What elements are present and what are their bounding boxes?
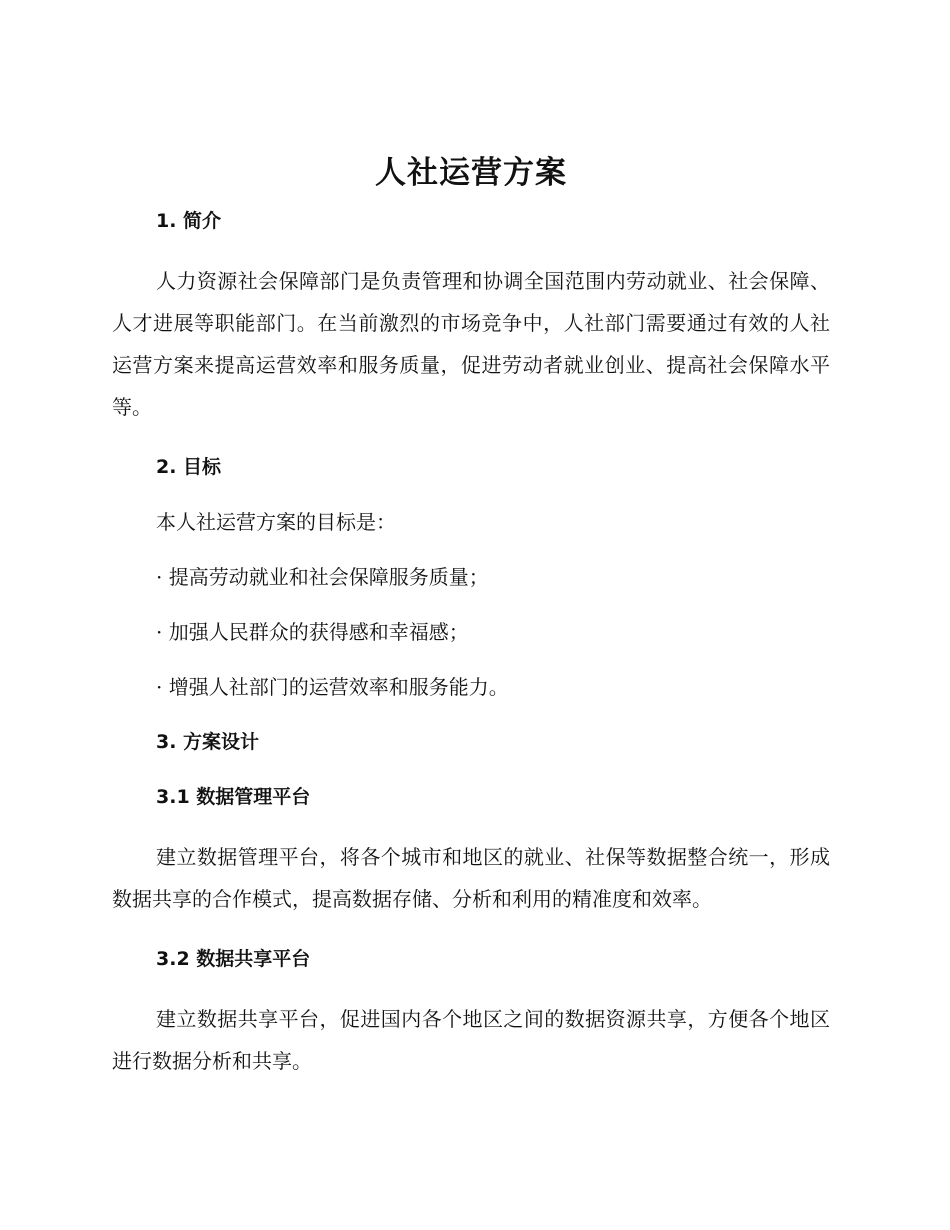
section-heading-intro: 1. 简介 <box>156 210 222 232</box>
document-title: 人社运营方案 <box>375 155 567 191</box>
document-body <box>112 148 830 1082</box>
goal-list-item: · 加强人民群众的获得感和幸福感； <box>156 620 469 644</box>
section-heading-goals: 2. 目标 <box>156 456 222 478</box>
data-sharing-paragraph: 建立数据共享平台，促进国内各个地区之间的数据资源共享，方便各个地区进行数据分析和共享。 <box>112 1007 830 1073</box>
subsection-heading-data-management: 3.1 数据管理平台 <box>156 786 311 808</box>
goal-list-item: · 提高劳动就业和社会保障服务质量； <box>156 565 489 589</box>
section-heading-design: 3. 方案设计 <box>156 731 260 753</box>
subsection-heading-data-sharing: 3.2 数据共享平台 <box>156 948 311 970</box>
goal-list-item: · 增强人社部门的运营效率和服务能力。 <box>156 675 509 699</box>
intro-paragraph: 人力资源社会保障部门是负责管理和协调全国范围内劳动就业、社会保障、人才进展等职能部门。在当前激烈的市场竞争中，人社部门需要通过有效的人社运营方案来提高运营效率和服务质量，促进劳动者就业创业、提高社会保障水平等。 <box>112 269 830 419</box>
goals-lead-text: 本人社运营方案的目标是： <box>156 510 396 534</box>
data-management-paragraph: 建立数据管理平台，将各个城市和地区的就业、社保等数据整合统一，形成数据共享的合作模式，提高数据存储、分析和利用的精准度和效率。 <box>112 845 830 911</box>
